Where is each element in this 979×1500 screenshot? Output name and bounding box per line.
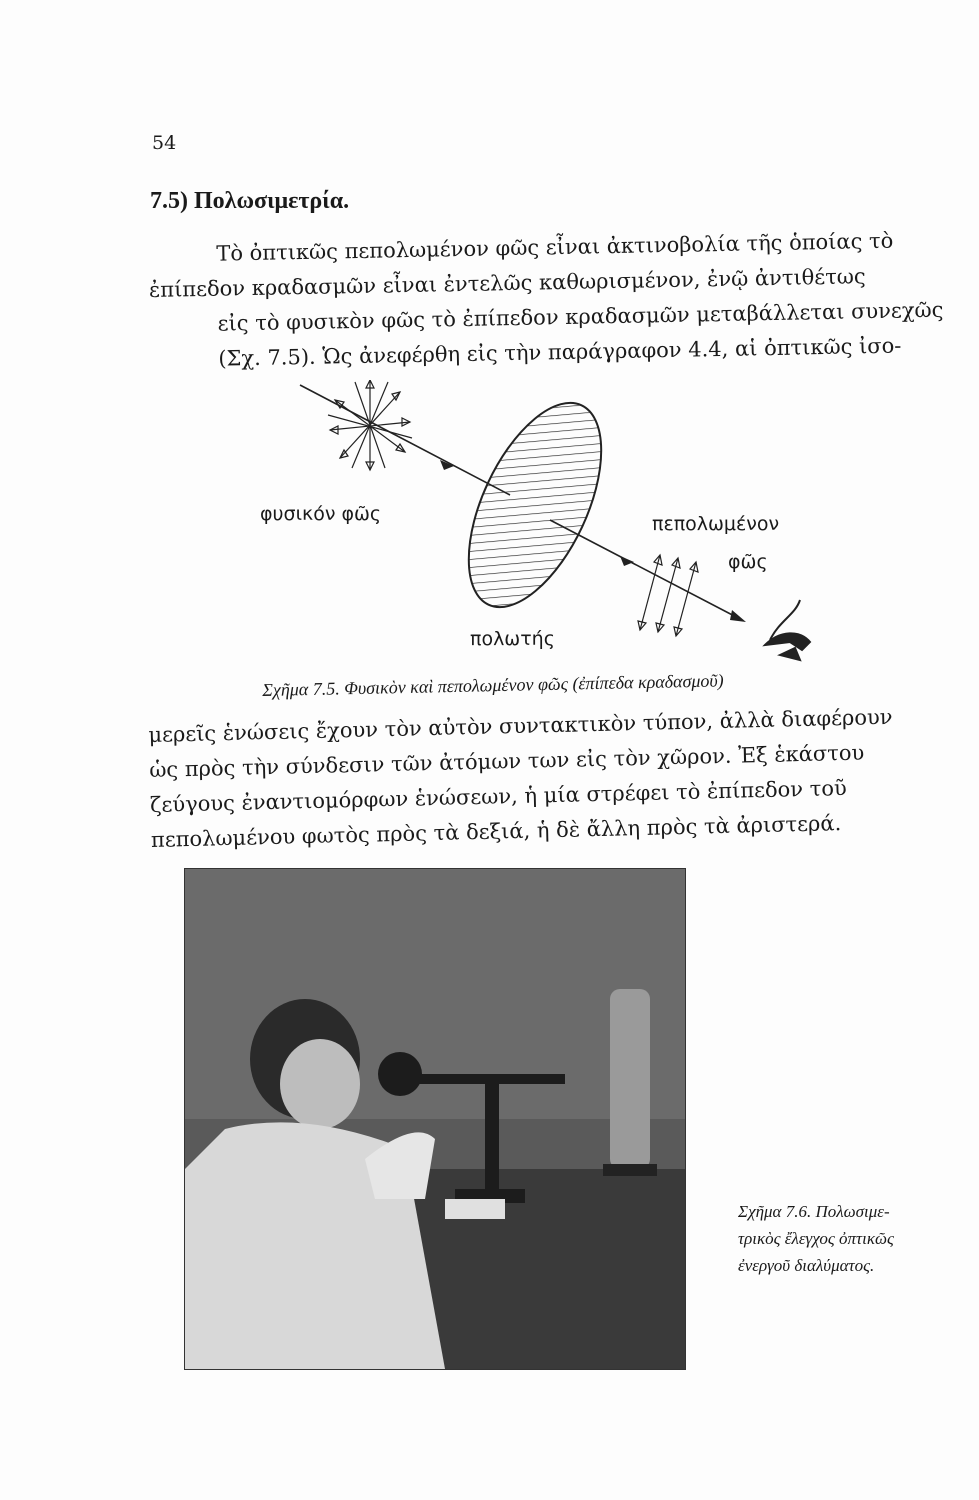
page-number: 54 <box>152 132 177 154</box>
figure-7-6-caption <box>738 1198 968 1279</box>
eye-icon <box>765 600 810 660</box>
paragraph-line: πεπολωμένου φωτὸς πρὸς τὰ δεξιά, ἡ δὲ ἄλλη πρὸς τὰ ἀριστερά. <box>150 811 842 852</box>
label-natural-light: φυσικόν φῶς <box>260 503 382 525</box>
figure-7-5-caption: Σχῆμα 7.5. Φυσικὸν καὶ πεπολωμένον φῶς (ἐπίπεδα κραδασμοῦ) <box>262 670 724 700</box>
paragraph-line: Τὸ ὀπτικῶς πεπολωμένον φῶς εἶναι ἀκτινοβολία τῆς ὁποίας τὸ <box>216 228 894 266</box>
paragraph-line: ζεύγους ἐναντιομόρφων ἑνώσεων, ἡ μία στρέφει τὸ ἐπίπεδον τοῦ <box>149 775 847 817</box>
paragraph-line: ὡς πρὸς τὴν σύνδεσιν τῶν ἀτόμων των εἰς τὸν χῶρον. Ἐξ ἑκάστου <box>148 740 865 782</box>
section-title: 7.5) Πολωσιμετρία. <box>150 188 350 214</box>
label-polarized-2: φῶς <box>728 551 768 573</box>
label-polarized-1: πεπολωμένον <box>652 513 780 535</box>
paragraph-2 <box>148 699 941 858</box>
polarized-vibrations <box>638 555 698 636</box>
label-polarizer: πολωτής <box>470 628 555 650</box>
paragraph-line: εἰς τὸ φυσικὸν φῶς τὸ ἐπίπεδον κραδασμῶν μεταβάλλεται συνεχῶς <box>217 297 944 336</box>
caption-line: Σχῆμα 7.6. Πολωσιμε- <box>738 1202 890 1221</box>
polarization-diagram <box>240 380 840 680</box>
caption-line: ἐνεργοῦ διαλύματος. <box>738 1256 875 1275</box>
ray-arrowhead <box>730 610 746 622</box>
polarimeter-photo-illustration <box>185 869 685 1369</box>
natural-light-vibrations <box>328 380 412 470</box>
ray-arrowhead <box>620 556 634 566</box>
paragraph-line: μερεῖς ἑνώσεις ἔχουν τὸν αὐτὸν συντακτικὸν τύπον, ἀλλὰ διαφέρουν <box>148 704 893 747</box>
natural-light-ray <box>300 385 510 495</box>
paragraph-1 <box>148 223 944 378</box>
caption-line: τρικὸς ἔλεγχος ὀπτικῶς <box>738 1229 894 1248</box>
polarized-light-ray <box>550 520 742 620</box>
paragraph-line: (Σχ. 7.5). Ὡς ἀνεφέρθη εἰς τὴν παράγραφον 4.4, αἱ ὀπτικῶς ἰσο- <box>218 333 902 371</box>
polarimeter-photo <box>184 868 686 1370</box>
polarizer-disk <box>441 383 628 626</box>
paragraph-line: ἐπίπεδον κραδασμῶν εἶναι ἐντελῶς καθωρισμένον, ἐνῷ ἀντιθέτως <box>148 264 866 302</box>
